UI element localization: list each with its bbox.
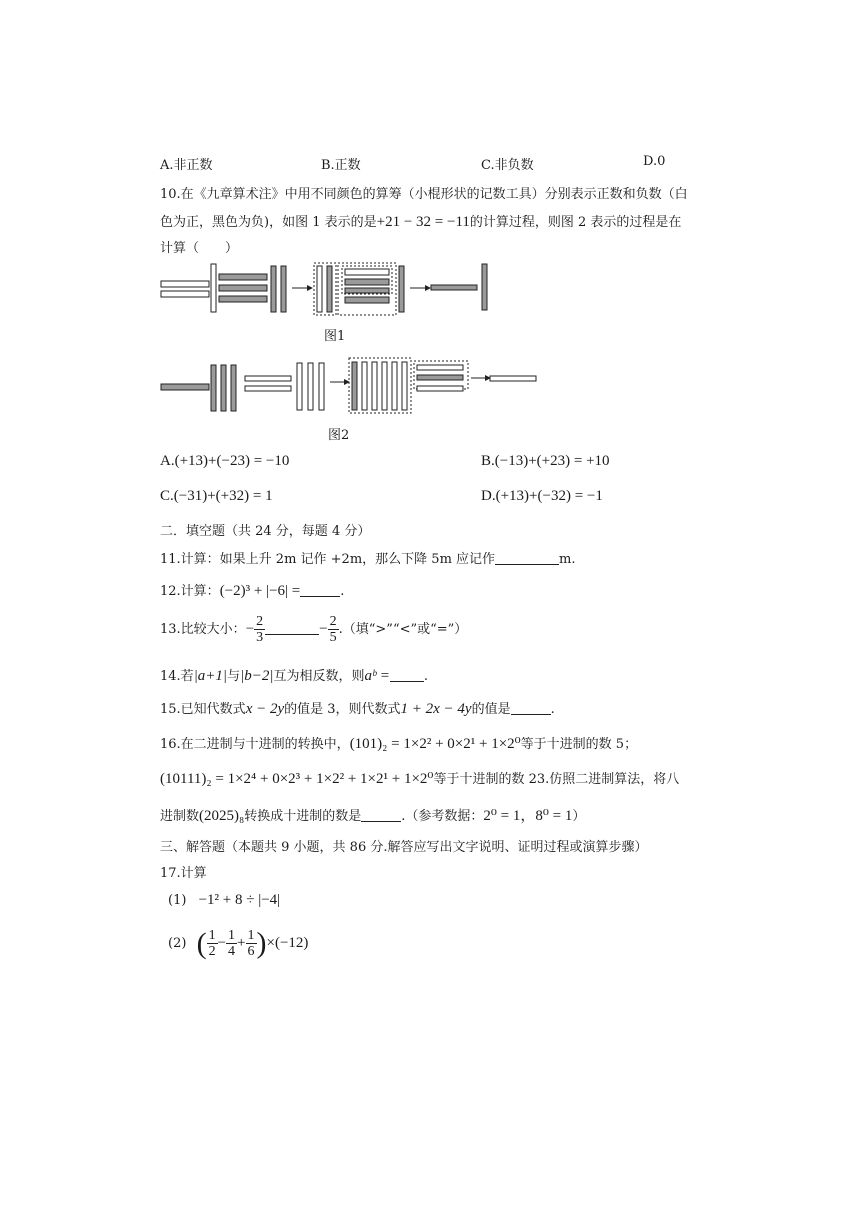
q10-line1: 10.在《九章算术注》中用不同颜色的算筹（小棍形状的记数工具）分别表示正数和负数（白 xyxy=(160,187,688,202)
q9-option-a: A.非正数 xyxy=(160,158,213,173)
q12 xyxy=(160,580,344,600)
rod-white-horizontal xyxy=(161,291,209,297)
q17-part-2-label: (2) xyxy=(168,936,187,951)
rod-black-horizontal xyxy=(345,279,389,285)
arrow-head xyxy=(425,285,431,291)
q14-power: aᵇ = xyxy=(364,668,390,684)
q16-line3: 进制数(2025)₈转换成十进制的数是 .（参考数据：2⁰ = 1，8⁰ = 1） xyxy=(160,808,586,824)
q14-abs-a: |a+1| xyxy=(193,668,228,684)
q13-hint: .（填“>”“<”或“=”） xyxy=(338,622,468,637)
section-2-heading: 二．填空题（共 24 分，每题 4 分） xyxy=(160,524,371,539)
q9-option-b: B.正数 xyxy=(321,158,361,173)
rod-black-vertical xyxy=(352,362,357,410)
figure-2-caption: 图2 xyxy=(328,428,350,443)
rod-black-horizontal xyxy=(417,375,463,380)
answer-blank xyxy=(495,564,559,565)
answer-blank xyxy=(265,634,319,635)
rod-white-horizontal xyxy=(245,386,291,391)
q9-option-d: D.0 xyxy=(643,154,666,169)
q10-line3: 计算（ ） xyxy=(160,241,239,256)
q16-binary-101: (101)₂ = 1×2² + 0×2¹ + 1×2⁰ xyxy=(349,736,521,752)
q14-abs-b: |b−2| xyxy=(240,668,274,684)
q17-part-1-label: (1) xyxy=(168,893,187,908)
q17-part-1 xyxy=(168,892,280,909)
rod-white-vertical xyxy=(402,362,407,410)
figure-1-caption: 图1 xyxy=(324,329,346,344)
q16-line2: (10111)₂ = 1×2⁴ + 0×2³ + 1×2² + 1×2¹ + 1×2⁰等于十进制的数 23.仿照二进制算法，将八 xyxy=(160,771,680,787)
q10-line2 xyxy=(160,211,681,231)
section-3-heading: 三、解答题（本题共 9 小题，共 86 分.解答应写出文字说明、证明过程或演算步骤） xyxy=(160,840,648,855)
fraction-2-5: $\frac{2}{5}$ xyxy=(329,614,337,645)
q16-line1: 16.在二进制与十进制的转换中，(101)₂ = 1×2² + 0×2¹ + 1×2⁰等于十进制的数 5； xyxy=(160,736,638,752)
rod-black-horizontal xyxy=(161,384,209,390)
rod-white-horizontal xyxy=(245,376,291,381)
rod-white-vertical xyxy=(297,363,302,410)
q17-title: 17.计算 xyxy=(160,866,207,881)
q11-text: 11.计算：如果上升 2m 记作 +2m，那么下降 5m 应记作 xyxy=(160,552,496,567)
q17-part-2: (2) ( $\frac{1}{2}$ − $\frac{1}{4}$ + $\frac{1}{6}$ )×(−12) xyxy=(168,926,309,960)
answer-blank xyxy=(390,681,424,682)
rod-black-horizontal xyxy=(219,274,267,280)
rod-white-vertical xyxy=(317,266,322,312)
rod-white-vertical xyxy=(211,264,216,312)
q15-expr-2: 1 + 2x − 4y xyxy=(400,701,472,717)
q10-option-d: D.(+13)+(−32) = −1 xyxy=(481,488,603,504)
rod-white-horizontal xyxy=(345,269,389,275)
answer-blank xyxy=(361,821,401,822)
q12-math: (−2)³ + |−6| = xyxy=(219,583,301,599)
q9-option-c: C.非负数 xyxy=(481,158,534,173)
rod-black-horizontal xyxy=(431,285,477,290)
figure-1-counting-rods xyxy=(155,260,495,320)
rod-black-horizontal xyxy=(345,297,389,303)
q10-line2-text-b: 的计算过程，则图 2 表示的过程是在 xyxy=(469,215,682,230)
q12-text: 12.计算： xyxy=(160,584,220,599)
q12-end: . xyxy=(340,584,345,599)
q13-text: 13.比较大小： xyxy=(160,622,246,637)
q14: 14.若|a+1|与|b−2|互为相反数，则aᵇ = . xyxy=(160,668,429,684)
rod-black-vertical xyxy=(399,266,404,312)
rod-white-horizontal xyxy=(161,281,209,287)
q15-expr-1: x − 2y xyxy=(245,701,285,717)
figure-2-counting-rods xyxy=(155,355,555,420)
rod-black-vertical xyxy=(221,365,226,411)
rod-black-vertical xyxy=(271,266,276,312)
rod-white-vertical xyxy=(308,363,313,410)
rod-black-vertical xyxy=(281,266,286,312)
rod-white-vertical xyxy=(392,362,397,410)
q17-part-1-math: −1² + 8 ÷ |−4| xyxy=(198,892,281,908)
rod-white-vertical xyxy=(382,362,387,410)
q10-line2-math: +21 − 32 = −11 xyxy=(376,214,470,230)
q10-line2-text-a: 色为正，黑色为负)，如图 1 表示的是 xyxy=(160,215,377,230)
rod-white-horizontal xyxy=(490,376,536,381)
q17-part-2-tail: ×(−12) xyxy=(266,935,309,951)
q10-option-b: B.(−13)+(+23) = +10 xyxy=(481,453,610,469)
q11-unit: m. xyxy=(559,552,576,567)
q16-binary-10111: (10111)₂ = 1×2⁴ + 0×2³ + 1×2² + 1×2¹ + 1×2⁰ xyxy=(160,771,434,787)
q16-octal-2025: (2025)₈ xyxy=(199,808,245,824)
fraction-2-3: $\frac{2}{3}$ xyxy=(256,614,264,645)
rod-white-horizontal xyxy=(417,386,463,391)
arrow-head xyxy=(307,285,313,291)
rod-black-horizontal xyxy=(219,285,267,291)
rod-white-horizontal xyxy=(417,365,463,370)
q10-option-c: C.(−31)+(+32) = 1 xyxy=(160,488,273,504)
rod-black-vertical xyxy=(482,264,487,310)
rod-black-horizontal xyxy=(219,296,267,302)
q16-reference: 2⁰ = 1，8⁰ = 1 xyxy=(483,808,573,824)
q10-option-a: A.(+13)+(−23) = −10 xyxy=(160,453,290,469)
rod-black-vertical xyxy=(327,266,332,312)
rod-white-vertical xyxy=(372,362,377,410)
q15: 15.已知代数式x − 2y的值是 3，则代数式1 + 2x − 4y的值是 . xyxy=(160,701,555,717)
rod-white-vertical xyxy=(362,362,367,410)
answer-blank xyxy=(300,596,340,597)
q11 xyxy=(160,548,576,567)
rod-black-vertical xyxy=(211,365,216,411)
rod-white-vertical xyxy=(319,363,324,410)
answer-blank xyxy=(511,714,551,715)
rod-black-horizontal xyxy=(345,288,389,293)
rod-black-vertical xyxy=(231,365,236,411)
q13: 13.比较大小：− $\frac{2}{3}$ − $\frac{2}{5}$ .（填“>”“<”或“=”） xyxy=(160,614,468,645)
